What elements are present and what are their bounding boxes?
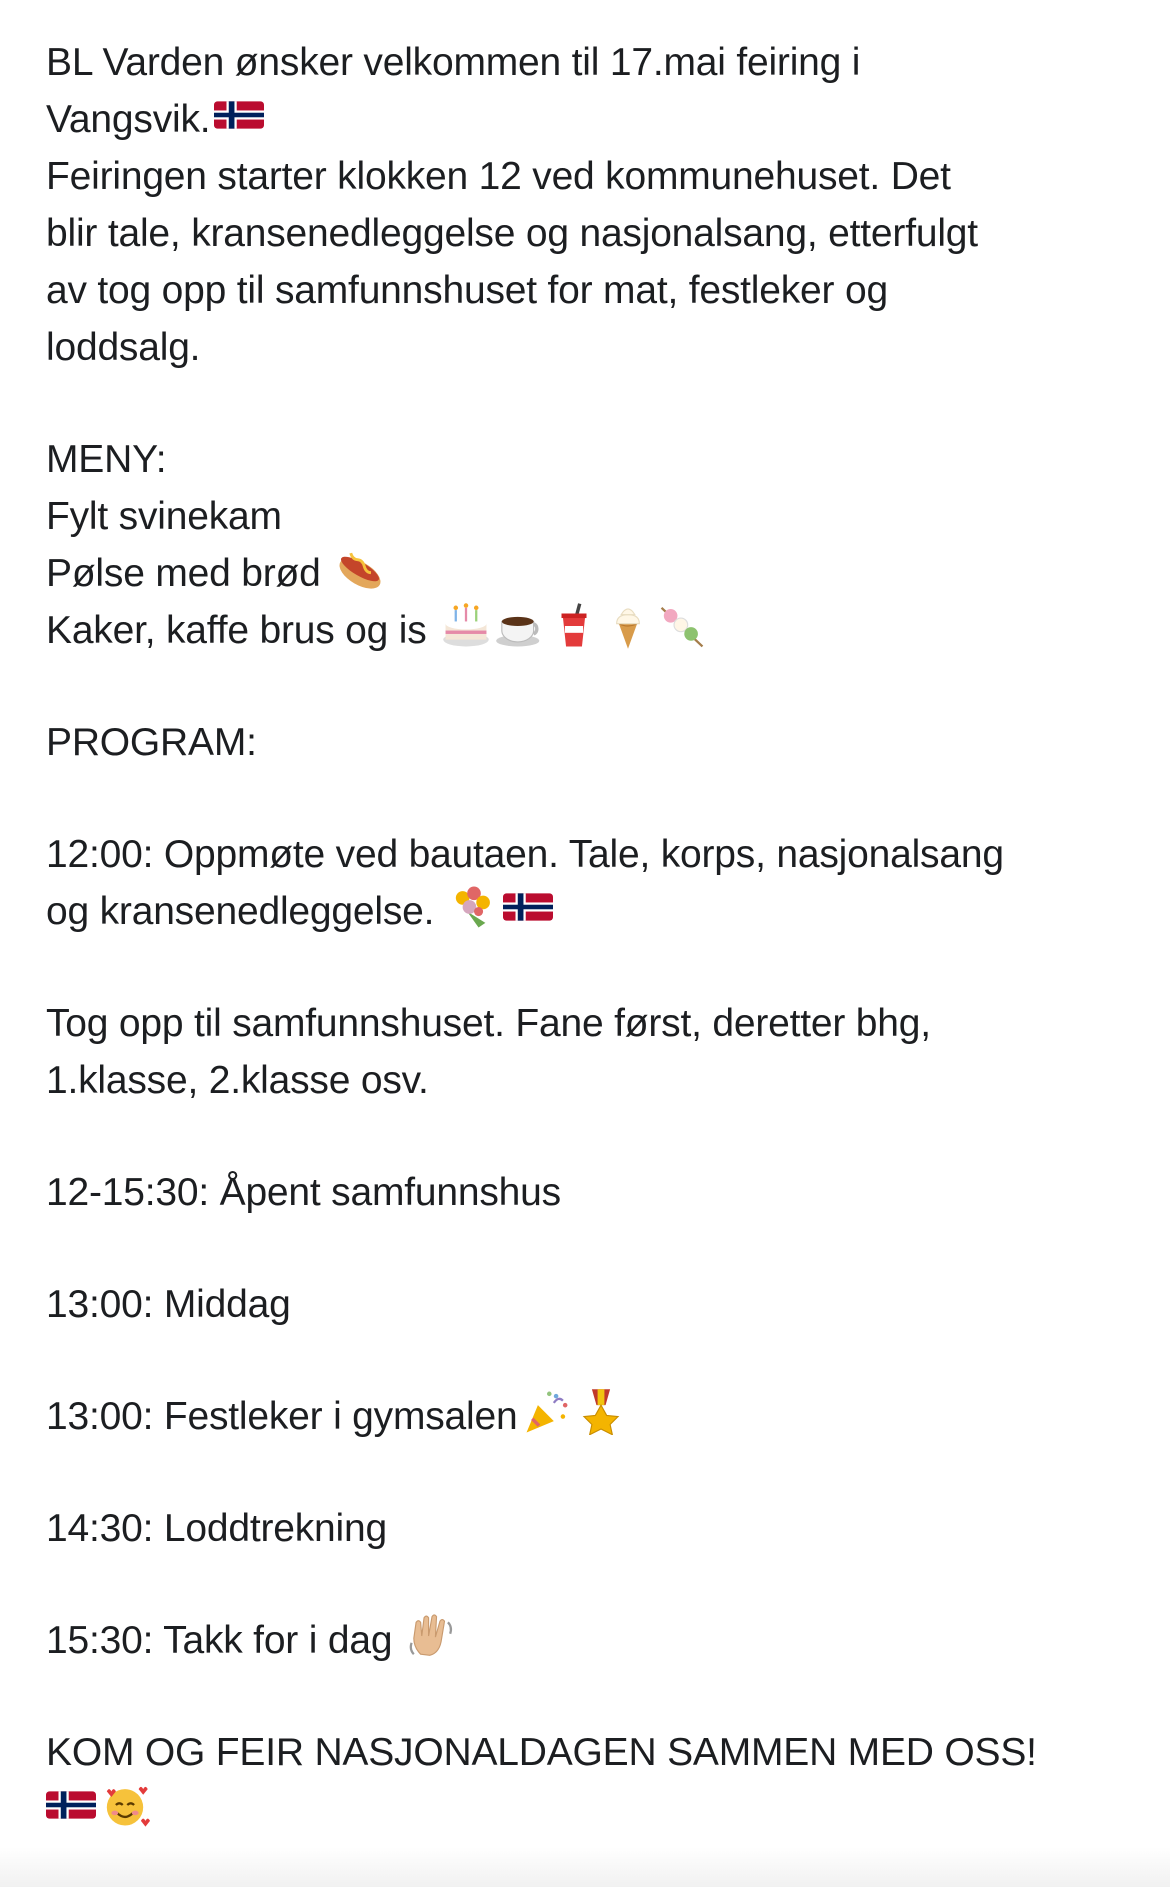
program-entry: Tog opp til samfunnshuset. Fane først, deretter bhg,	[46, 1002, 931, 1045]
soft-ice-cream-icon	[603, 603, 653, 649]
hot-dog-icon	[335, 546, 385, 592]
program-entry	[46, 883, 1136, 940]
program-entry: 12-15:30: Åpent samfunnshus	[46, 1171, 561, 1214]
bottom-edge	[0, 1847, 1170, 1887]
waving-hand-icon	[407, 1613, 457, 1659]
cup-with-straw-icon	[549, 603, 599, 649]
program-entry	[46, 1612, 1136, 1669]
menu-item-text: Kaker, kaffe brus og is	[46, 609, 427, 652]
birthday-cake-icon	[441, 603, 491, 649]
intro-line	[46, 91, 1136, 148]
intro-line: blir tale, kransenedleggelse og nasjonalsang, etterfulgt	[46, 212, 978, 255]
closing-emojis	[46, 1781, 1136, 1838]
dango-icon	[657, 603, 707, 649]
intro-line: loddsalg.	[46, 326, 201, 369]
closing-text: KOM OG FEIR NASJONALDAGEN SAMMEN MED OSS!	[46, 1731, 1037, 1774]
norwegian-flag-icon	[503, 884, 553, 930]
menu-item	[46, 545, 1136, 602]
smiling-face-with-hearts-icon	[100, 1782, 150, 1828]
intro-line: BL Varden ønsker velkommen til 17.mai feiring i	[46, 41, 861, 84]
program-entry-text: og kransenedleggelse.	[46, 890, 435, 933]
menu-item	[46, 602, 1136, 659]
program-entry: 1.klasse, 2.klasse osv.	[46, 1059, 429, 1102]
program-entry	[46, 1388, 1136, 1445]
norwegian-flag-icon	[46, 1782, 96, 1828]
program-entry: 13:00: Middag	[46, 1283, 291, 1326]
hot-beverage-icon	[495, 603, 545, 649]
program-entry-text: 15:30: Takk for i dag	[46, 1619, 393, 1662]
menu-heading: MENY:	[46, 438, 167, 481]
intro-line: Feiringen starter klokken 12 ved kommunehuset. Det	[46, 155, 951, 198]
menu-item: Fylt svinekam	[46, 495, 282, 538]
bouquet-icon	[449, 884, 499, 930]
post-body	[46, 34, 1136, 1838]
intro-line: av tog opp til samfunnshuset for mat, festleker og	[46, 269, 888, 312]
norwegian-flag-icon	[214, 92, 264, 138]
intro-text: Vangsvik.	[46, 98, 211, 141]
menu-item-text: Pølse med brød	[46, 552, 321, 595]
program-entry: 12:00: Oppmøte ved bautaen. Tale, korps, nasjonalsang	[46, 833, 1004, 876]
program-heading: PROGRAM:	[46, 721, 257, 764]
program-entry: 14:30: Loddtrekning	[46, 1507, 387, 1550]
program-entry-text: 13:00: Festleker i gymsalen	[46, 1395, 518, 1438]
military-medal-icon	[576, 1389, 626, 1435]
party-popper-icon	[522, 1389, 572, 1435]
